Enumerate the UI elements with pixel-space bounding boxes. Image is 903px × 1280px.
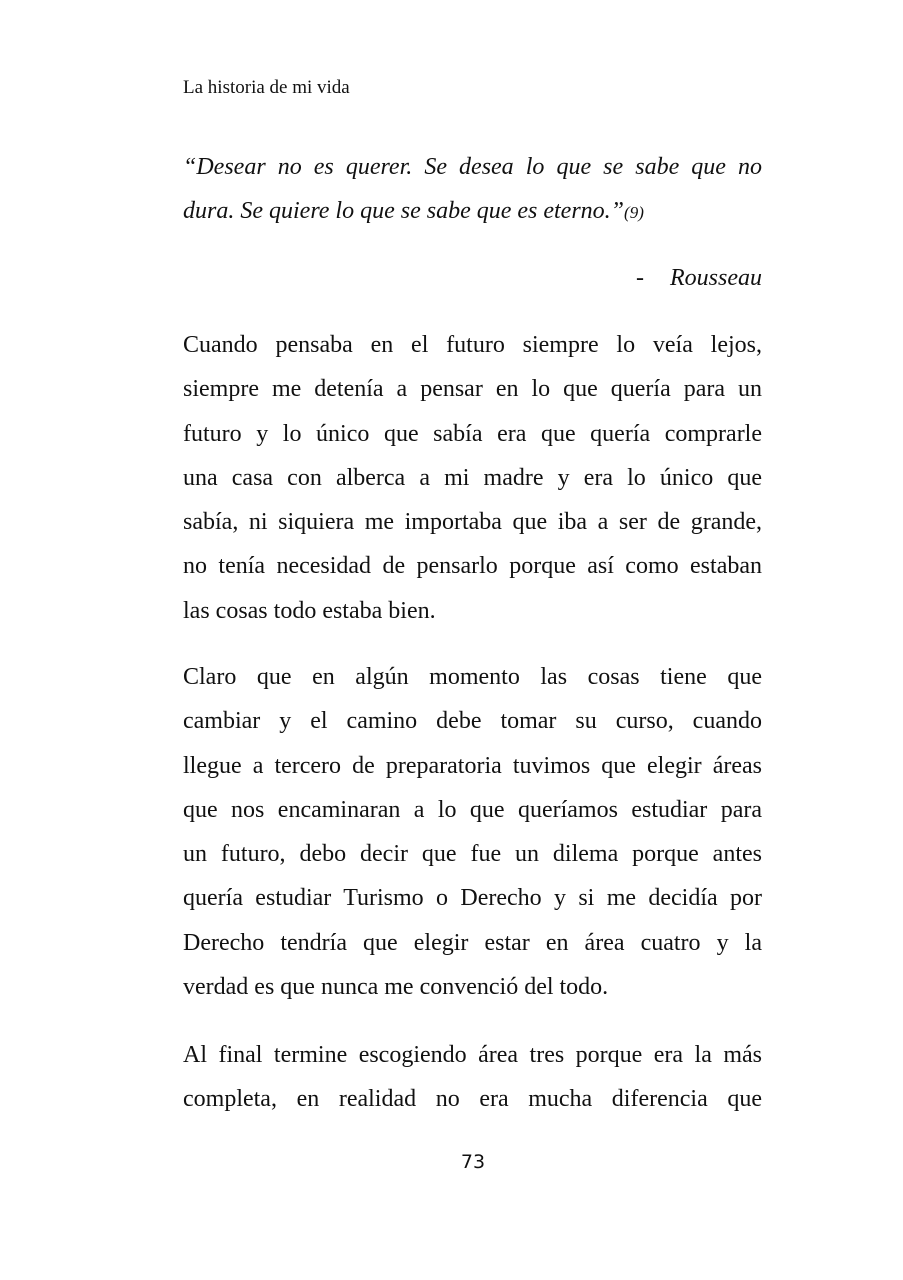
running-header: La historia de mi vida xyxy=(183,77,350,98)
paragraph-line: sabía, ni siquiera me importaba que iba a ser de grande, xyxy=(183,509,762,536)
attribution-author: Rousseau xyxy=(670,265,762,291)
paragraph-line: un futuro, debo decir que fue un dilema porque antes xyxy=(183,841,762,868)
paragraph-line: Al final termine escogiendo área tres porque era la más xyxy=(183,1042,762,1068)
body-paragraph-1 xyxy=(183,323,762,633)
paragraph-line: Derecho tendría que elegir estar en área cuatro y la xyxy=(183,929,762,956)
epigraph-attribution xyxy=(183,256,762,300)
epigraph-line: “Desear no es querer. Se desea lo que se sabe que no xyxy=(183,154,762,180)
body-paragraph-2 xyxy=(183,655,762,1009)
epigraph-line-text: dura. Se quiere lo que se sabe que es eterno.” xyxy=(183,198,625,225)
body-paragraph-3 xyxy=(183,1033,762,1122)
paragraph-line: llegue a tercero de preparatoria tuvimos que elegir áreas xyxy=(183,752,762,779)
paragraph-line: no tenía necesidad de pensarlo porque así como estaban xyxy=(183,553,762,580)
paragraph-line: completa, en realidad no era mucha diferencia que xyxy=(183,1086,762,1113)
paragraph-line: verdad es que nunca me convenció del todo. xyxy=(183,974,609,1001)
paragraph-line: Claro que en algún momento las cosas tiene que xyxy=(183,664,762,690)
paragraph-line: que nos encaminaran a lo que queríamos estudiar para xyxy=(183,796,762,823)
paragraph-line: las cosas todo estaba bien. xyxy=(183,597,436,624)
epigraph-line xyxy=(183,189,762,235)
paragraph-line: Cuando pensaba en el futuro siempre lo veía lejos, xyxy=(183,332,762,358)
paragraph-line: cambiar y el camino debe tomar su curso, cuando xyxy=(183,708,762,735)
paragraph-line: siempre me detenía a pensar en lo que quería para un xyxy=(183,376,762,403)
paragraph-line: futuro y lo único que sabía era que quería comprarle xyxy=(183,420,762,447)
footnote-reference: (9) xyxy=(624,203,644,223)
paragraph-line: una casa con alberca a mi madre y era lo único que xyxy=(183,464,762,491)
page-number: 73 xyxy=(460,1151,486,1173)
paragraph-line: quería estudiar Turismo o Derecho y si me decidía por xyxy=(183,885,762,912)
epigraph-quote xyxy=(183,145,762,236)
attribution-dash: - xyxy=(636,265,644,291)
